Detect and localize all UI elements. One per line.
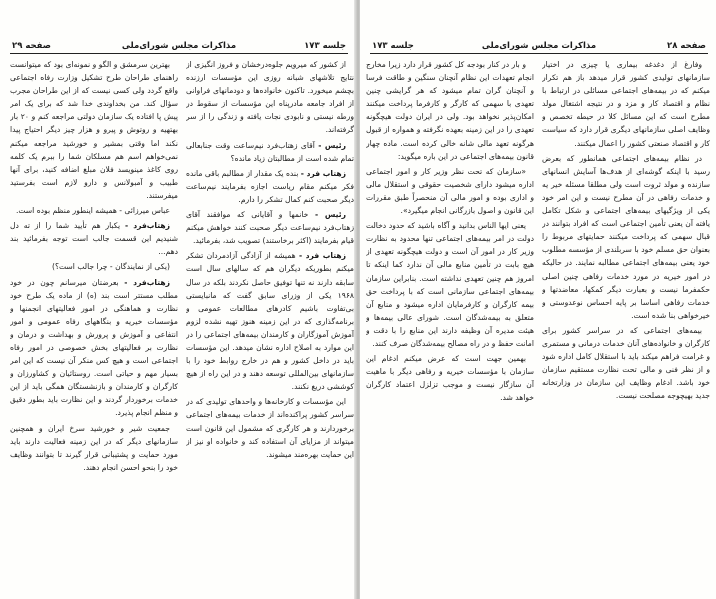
paragraph-text: (یکی از نمایندگان - چرا جالب است؟) xyxy=(51,262,170,272)
paragraph-text: این مؤسسات و کارخانه‌ها و واحدهای تولیدی که در سراسر کشور پراکنده‌اند از خدمات بیمه‌های اجتماعی برخوردارند و هر کارگری که مشمول این قانون است میتواند از مزایای آن استفاده کند و خانواده او نیز از این حمایت بهره‌مند میشوند. xyxy=(186,397,354,459)
speaker-name: رئیس - xyxy=(318,140,346,150)
paragraph xyxy=(186,58,354,137)
paragraph xyxy=(366,58,534,163)
paragraph xyxy=(542,152,710,322)
paragraph xyxy=(366,165,534,217)
paragraph xyxy=(186,249,354,393)
paragraph-text: از کشور که میرویم جلوه‌درخشان و فروز انگیزی از نتایج تلاشهای شبانه روزی این مؤسسات ارزنده بچشم میخورد. تاکنون خانواده‌ها و دودمانهای فراوانی از افراد جامعه مادرپناه این مؤسسات از سقوط در ورطه نیستی و نابودی نجات یافته و زندگی را از سر گرفته‌اند. xyxy=(186,60,354,135)
running-title: مذاکرات مجلس شورای‌ملی xyxy=(481,41,597,51)
text-column xyxy=(10,58,178,594)
paragraph-text: یکبار هم تأیید شما را از ته دل شنیدیم این قسمت جالب است توجه بفرمائید بند دهم... xyxy=(10,221,178,257)
left-page-header xyxy=(10,41,348,54)
paragraph xyxy=(366,352,534,404)
speaker-name: رئیس - xyxy=(314,210,346,220)
speaker-name: زهتاب‌فرد - xyxy=(124,277,170,287)
paragraph-text: یعنی ایها الناس بدانید و آگاه باشید که حدود دخالت دولت در امر بیمه‌های اجتماعی تنها محدود به نظارت وزیر کار در امور آن است و دولت هیچگونه تعهدی از هیچ بابت در تأمین منابع مالی آن ندارد کما اینکه تا امروز هم چنین تعهدی نداشته است. بنابراین سازمان بیمه‌های اجتماعی سازمانی است که با پرداخت حق بیمه کارگران و کارفرمایان اداره میشود و منابع آن متعلق به بیمه‌شدگان است. شورای عالی بیمه‌ها و هیئت مدیره آن وظیفه دارند این منابع را با دقت و امانت حفظ و در راه مصالح بیمه‌شدگان صرف کنند. xyxy=(366,221,534,348)
speaker-name: زهتاب فرد - xyxy=(298,251,346,261)
paragraph xyxy=(542,324,710,403)
paragraph-text: بهمین جهت است که عرض میکنم ادغام این سازمان با مؤسسات خیریه و رفاهی دیگر با ماهیت آن سازگار نیست و موجب تزلزل اعتماد کارگران خواهد شد. xyxy=(366,354,534,403)
paragraph-text: بهترین سرمشق و الگو و نمونه‌ای بود که میتوانست راهنمای طراحان طرح تشکیل وزارت رفاه اجتماعی واقع گردد ولی کسی نیست که از این طراحان مجرب سؤال کند. من بخداوندی خدا شد که برای یک امر پیش پا افتاده یک سازمان دولتی مراجعه کنم و ۲۰ بار بهتهیه و روتوش و پیرو و هزار چیز دیگر احتیاج پیدا نکند اما وقتی بمشیر و خورشید مراجعه میکنم نمی‌خواهم اسم هم مسلکان شما را ببرم یک کلمه روی کاغذ مینویسد فلان مبلغ اضافه کنید، برای آنها طبیب و آمبولانس و دارو لازم است بفرستید میفرستند. xyxy=(10,60,178,200)
running-title: مذاکرات مجلس شورای‌ملی xyxy=(121,41,237,51)
left-page xyxy=(0,0,356,599)
paragraph-text: بنده یک مقدار از مطالبم باقی مانده فکر میکنم مقام ریاست اجازه بفرمایند نیم‌ساعت دیگر صحبت کنم کمال تشکر را دارم. xyxy=(186,168,354,204)
text-column xyxy=(186,58,354,594)
paragraph xyxy=(10,58,178,202)
paragraph-text: در نظام بیمه‌های اجتماعی همانطور که بعرض رسید با اینکه گوشه‌ای از هدف‌ها آسایش انسانهای سازنده و مولد ثروت است ولی مطلقا مسئله خیر یه و خدمات رفاهی در آن مطرح نیست و این امر خود یکی از ویژگیهای بیمه‌های اجتماعی و شکل تکامل یافته آن یعنی تأمین اجتماعی است که افراد بتوانند در قبال سهمی که پرداخت میکنند حمایتهای مربوط را بعنوان حق مسلم خود با سربلندی از مؤسسه مطلوب خود یعنی بیمه‌های اجتماعی مطالبه نمایند. در حالیکه در امور خیریه در مورد خدمات رفاهی چنین اصلی حکمفرما نیست و بعبارت دیگر کمکها، معاضدتها و خدمات رفاهی اساسا بر پایه احساس نوعدوستی و خیرخواهی بنا شده است. xyxy=(542,153,710,320)
paragraph-text: «سازمان که تحت نظر وزیر کار و امور اجتماعی اداره میشود دارای شخصیت حقوقی و استقلال مالی و اداری بوده و امور مالی آن منحصراً طبق مقررات این قانون و اصول بازرگانی انجام میگیرد». xyxy=(366,166,534,216)
session-number: جلسه ۱۷۳ xyxy=(372,41,414,51)
paragraph xyxy=(186,139,354,165)
right-page-header xyxy=(370,41,708,54)
page-number: صفحه ۲۹ xyxy=(12,41,51,51)
paragraph xyxy=(366,219,534,350)
text-column xyxy=(542,58,710,594)
paragraph xyxy=(10,422,178,474)
session-number: جلسه ۱۷۳ xyxy=(304,41,346,51)
paragraph-text: بعرضتان میرسانم چون در خود مطلب مستتر است بند (ه) از ماده یک طرح خود نظارت و هماهنگی در امور فعالیتهای انجمنها و مؤسسات خیریه و بنگاههای رفاه عمومی و امور انتفاعی و آموزش و پرورش و بهداشت و درمان و نظارت بر فعالیتهای بخش خصوصی در امور رفاه اجتماعی است و هیچ کس منکر آن نیست که این امر بسیار مهم و حیاتی است. روستائیان و کشاورزان و کارگران و کارمندان و بازنشستگان همگی باید از این خدمات برخوردار گردند و این نظارت باید بطور دقیق و منظم انجام پذیرد. xyxy=(10,277,178,418)
paragraph xyxy=(10,260,178,273)
text-column xyxy=(366,58,534,594)
paragraph-text: عباس میرزائی - همیشه اینطور منظم بوده است. xyxy=(15,206,170,216)
paragraph xyxy=(186,208,354,247)
speaker-name: زهتاب‌فرد - xyxy=(124,221,171,231)
paragraph xyxy=(10,204,178,217)
paragraph-text: بیمه‌های اجتماعی که در سراسر کشور برای کارگران و خانواده‌های آنان خدمات درمانی و مستمری و غرامت فراهم میکند باید با استقلال کامل اداره شود و از نظر فنی و مالی تحت نظارت مستقیم سازمان خود باشد. ادغام وظایف این سازمان در وزارتخانه جدید بهیچوجه مصلحت نیست. xyxy=(542,325,710,401)
paragraph-text: خانمها و آقایانی که موافقند آقای زهتاب‌فرد نیم‌ساعت دیگر صحبت کنند خواهش میکنم قیام بفرمایند (اکثر برخاستند) تصویب شد، بفرمائید. xyxy=(186,210,354,246)
paragraph-text: همیشه از آزادگی آزادمردان تشکر میکنم بطوریکه دیگران هم که سالهای سال است سابقه دارند نه تنها توفیق حاصل نکردند بلکه در سال ۱۹۶۸ یکی از وزرای سابق گفت که مانبایستی بی‌تفاوت باشیم کادرهای مطالعات عمومی و برنامه‌گذاری که در این زمینه هنوز تهیه نشده لزوم آموزش آموزگاران و کارمندان بیمه‌های اجتماعی را در این موارد به اصلاح اداره نشان میدهد. این مؤسسات باید در داخل کشور و هم در خارج روابط خود را با سازمانهای بین‌المللی توسعه دهند و در این راه از هیچ کوششی دریغ نکنند. xyxy=(186,251,354,392)
paragraph-text: جمعیت شیر و خورشید سرخ ایران و همچنین سازمانهای دیگر که در این زمینه فعالیت دارند باید مورد حمایت و پشتیبانی قرار گیرند تا بتوانند وظایف خود را بنحو احسن انجام دهند. xyxy=(10,423,178,472)
page-number: صفحه ۲۸ xyxy=(667,41,706,51)
paragraph-text: و بار در کنار بودجه کل کشور قرار دارد زیرا مخارج انجام تعهدات این نظام آنچنان سنگین و طاقت فرسا و آنچنان گران تمام میشود که هر گرایشی چنین تعهدی با سهمی که کارگر و کارفرما پرداخت میکنند امکان‌پذیر نخواهد بود. ولی در ایران دولت هیچگونه تعهدی را در این زمینه بعهده نگرفته و همواره از قبول هرگونه تعهد مالی شانه خالی کرده است. ماده چهار قانون بیمه‌های اجتماعی در این باره میگوید: xyxy=(366,60,534,161)
paragraph-text: وفارغ از دغدغه بیماری یا چیزی در اختیار سازمانهای تولیدی کشور قرار میدهد باز هم تکرار میکنم که در بیمه‌های اجتماعی مسائلی در ارتباط با نظام و اقتصاد کار و مزد و در نتیجه اشتغال مولد مطرح است که این مسائل کلا در حیطه تخصص و وظایف اصلی سازمانهای دیگری قرار دارد که سیاست کار و اقتصاد صنعتی کشور را اعمال میکنند. xyxy=(542,60,710,148)
paragraph xyxy=(186,395,354,460)
paragraph xyxy=(10,219,178,258)
paragraph xyxy=(10,276,178,420)
paragraph-text: آقای زهتاب‌فرد نیم‌ساعت وقت جنابعالی تمام شده است از مطالبتان زیاد مانده؟ xyxy=(186,140,354,163)
paragraph xyxy=(542,58,710,150)
speaker-name: زهتاب فرد - xyxy=(300,168,346,178)
paragraph xyxy=(186,167,354,206)
right-page xyxy=(360,0,716,599)
